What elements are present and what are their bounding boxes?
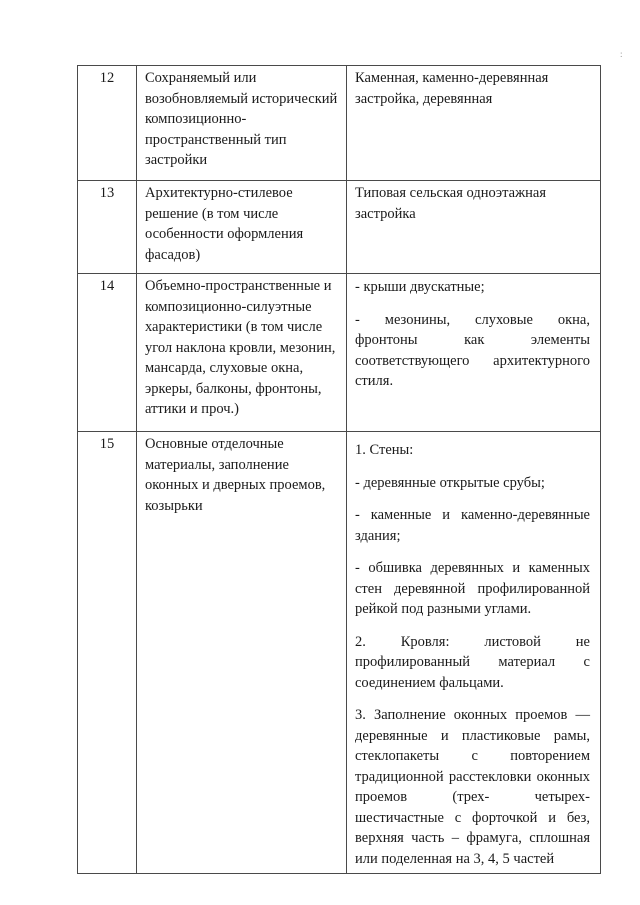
parameter-value	[347, 274, 601, 432]
parameter-value	[347, 181, 601, 274]
parameter-name-text: Архитектурно-стилевое решение (в том числе особенности оформления фасадов)	[145, 185, 304, 263]
parameter-value	[347, 66, 601, 181]
table-row	[78, 181, 601, 274]
parameter-name-text: Сохраняемый или возобновляемый исторический композиционно-пространственный тип застройки	[145, 70, 338, 168]
parameter-name	[137, 66, 347, 181]
parameter-name-text: Объемно-пространственные и композиционно-силуэтные характеристики (в том числе угол наклона кровли, мезонин, мансарда, слуховые окна, эркеры, балконы, фронтоны, аттики и проч.)	[145, 278, 336, 417]
table-row	[78, 432, 601, 874]
page-edge-mark: :	[620, 49, 623, 59]
value-paragraph: - каменные и каменно-деревянные здания;	[355, 507, 590, 544]
regulations-table	[77, 65, 601, 874]
parameter-name	[137, 181, 347, 274]
row-number: 14	[78, 274, 137, 432]
row-number: 12	[78, 66, 137, 181]
parameter-name	[137, 274, 347, 432]
value-paragraph: 2. Кровля: листовой не профилированный материал с соединением фальцами.	[355, 633, 590, 691]
value-paragraph: - обшивка деревянных и каменных стен деревянной профилированной рейкой под разными углами.	[355, 560, 590, 617]
value-paragraph: Типовая сельская одноэтажная застройка	[355, 185, 546, 222]
row-number: 13	[78, 181, 137, 274]
value-paragraph: - деревянные открытые срубы;	[355, 474, 545, 491]
parameter-value	[347, 432, 601, 874]
value-paragraph: Каменная, каменно-деревянная застройка, деревянная	[355, 70, 549, 107]
value-paragraph: - мезонины, слуховые окна, фронтоны как элементы соответствующего архитектурного стиля.	[355, 311, 590, 389]
table-row	[78, 66, 601, 181]
table-row	[78, 274, 601, 432]
parameter-name	[137, 432, 347, 874]
row-number: 15	[78, 432, 137, 874]
value-paragraph: 3. Заполнение оконных проемов — деревянные и пластиковые рамы, стеклопакеты с повторением традиционной расстекловки оконных проемов (трех- четырех- шестичастные с форточкой и без, верхняя часть – фрамуга, сплошная или поделенная на 3, 4, 5 частей	[355, 707, 590, 867]
value-paragraph: - крыши двускатные;	[355, 279, 485, 295]
value-paragraph: 1. Стены:	[355, 442, 414, 458]
parameter-name-text: Основные отделочные материалы, заполнение оконных и дверных проемов, козырьки	[145, 436, 326, 514]
